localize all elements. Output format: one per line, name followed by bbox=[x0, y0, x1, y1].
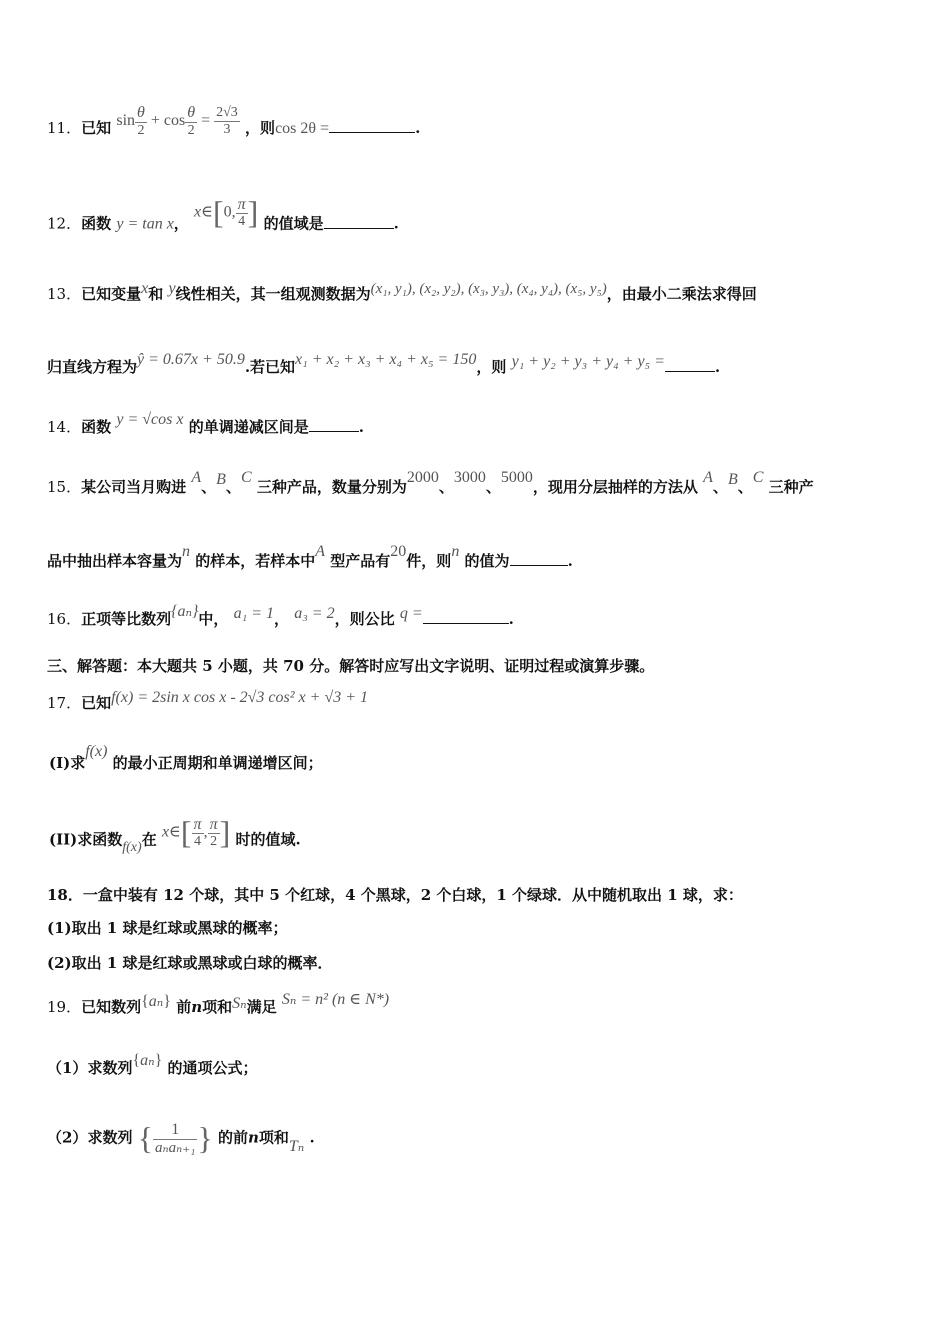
formula-fx: f(x) bbox=[85, 743, 108, 760]
formula-Sn: Sₙ bbox=[232, 995, 247, 1012]
section-text: 三、解答题：本大题共 5 小题，共 70 分。解答时应写出文字说明、证明过程或演算步骤。 bbox=[47, 657, 655, 675]
question-text: ，则公比 bbox=[334, 610, 395, 628]
answer-blank[interactable] bbox=[510, 551, 568, 566]
seq-brace: { bbox=[132, 1052, 141, 1069]
answer-blank[interactable] bbox=[324, 214, 394, 229]
value-20: 20 bbox=[390, 543, 407, 560]
fraction-denominator: aₙaₙ₊₁ bbox=[155, 1139, 196, 1156]
formula-cos2theta: cos 2θ = bbox=[275, 120, 330, 137]
question-text: 项和 bbox=[258, 1128, 289, 1147]
formula-interval: x∈[ $\frac{\pi}{4}$ , $\frac{\pi}{2}$ ] bbox=[161, 814, 231, 850]
question-19-part-1 bbox=[47, 1052, 950, 1078]
var-C: C bbox=[752, 469, 764, 486]
section-heading bbox=[47, 655, 950, 676]
separator: 、 bbox=[225, 478, 241, 496]
question-text: 项和 bbox=[202, 998, 233, 1016]
question-text: ，则 bbox=[476, 358, 507, 376]
question-14 bbox=[47, 411, 950, 437]
question-18 bbox=[47, 884, 950, 905]
question-text: ，则 bbox=[245, 119, 276, 137]
value-3000: 3000 bbox=[453, 469, 486, 486]
question-number: 12． bbox=[47, 214, 82, 233]
formula-fx: f(x) bbox=[122, 839, 142, 855]
question-number: 13． bbox=[47, 285, 82, 303]
question-text: 时的值域. bbox=[235, 830, 301, 849]
seq-brace: } bbox=[163, 993, 171, 1010]
question-number: 17． bbox=[47, 694, 82, 712]
separator: 、 bbox=[438, 478, 454, 496]
question-19 bbox=[47, 991, 950, 1017]
formula-a3: a₃ = 2 bbox=[294, 605, 335, 622]
formula-interval: x∈[0, $\frac{\pi}{4}$ ] bbox=[194, 194, 259, 230]
question-text: 型产品有 bbox=[330, 552, 391, 570]
question-text: 线性相关，其一组观测数据为 bbox=[175, 285, 371, 303]
question-text: 前 bbox=[176, 998, 192, 1016]
part-label: (I) bbox=[49, 754, 71, 772]
var-n: n bbox=[182, 543, 191, 560]
question-11 bbox=[47, 104, 950, 146]
seq-brace: } bbox=[154, 1052, 163, 1069]
period: . bbox=[309, 1128, 315, 1147]
question-text: 中， bbox=[198, 610, 229, 628]
question-text: 已知变量 bbox=[81, 285, 142, 303]
part-label: （1） bbox=[47, 1059, 88, 1077]
question-text: 归直线方程为 bbox=[47, 358, 138, 376]
separator: 、 bbox=[485, 478, 501, 496]
question-17 bbox=[47, 689, 950, 713]
question-18-part-2 bbox=[47, 952, 950, 973]
separator: 、 bbox=[201, 478, 217, 496]
question-text: 正项等比数列 bbox=[81, 610, 172, 628]
question-text: 的单调递减区间是 bbox=[188, 418, 309, 436]
answer-blank[interactable] bbox=[665, 357, 715, 372]
question-text: 的值域是 bbox=[263, 214, 324, 233]
question-text: 和 bbox=[148, 285, 164, 303]
period: . bbox=[415, 119, 421, 137]
formula-sqrt-cos: y = √cos x bbox=[116, 411, 184, 428]
question-text: 三种产 bbox=[768, 478, 814, 496]
value-2000: 2000 bbox=[406, 469, 439, 486]
var-n: n bbox=[191, 998, 203, 1016]
question-text: 三种产品，数量分别为 bbox=[256, 478, 407, 496]
fraction-numerator: 1 bbox=[153, 1121, 197, 1140]
period: . bbox=[358, 418, 364, 436]
formula-tan: y = tan x bbox=[116, 215, 174, 233]
period: . bbox=[567, 552, 573, 570]
question-text: (1)取出 1 球是红球或黑球的概率； bbox=[47, 919, 288, 937]
formula-sin-cos: sin $\frac{\theta}{2}$ + cos $\frac{\theta}{2}$ = $\frac{2√3}{3}$ bbox=[116, 104, 238, 138]
answer-blank[interactable] bbox=[423, 609, 509, 624]
question-number: 15． bbox=[47, 478, 82, 496]
formula-a1: a₁ = 1 bbox=[233, 605, 274, 622]
question-text: (2)取出 1 球是红球或黑球或白球的概率． bbox=[47, 954, 333, 972]
question-text: 满足 bbox=[246, 998, 277, 1016]
question-text: 18．一盒中装有 12 个球，其中 5 个红球，4 个黑球，2 个白球，1 个绿球．从中随机取出 1 球，求： bbox=[47, 886, 743, 904]
var-n: n bbox=[451, 543, 460, 560]
question-text: 的样本，若样本中 bbox=[195, 552, 316, 570]
period: . bbox=[393, 214, 399, 233]
question-15-cont bbox=[47, 543, 950, 571]
question-15 bbox=[47, 469, 950, 497]
var-y: y bbox=[168, 280, 176, 297]
question-13-cont bbox=[47, 351, 950, 377]
formula-data-points: (x₁, y₁), (x₂, y₂), (x₃, y₃), (x₄, y₄), (x₅, y₅) bbox=[370, 281, 607, 297]
var-x: x bbox=[141, 280, 149, 297]
question-number: 16． bbox=[47, 610, 82, 628]
question-text: 求 bbox=[70, 754, 86, 772]
question-text: 求数列 bbox=[87, 1128, 133, 1147]
formula-Tn: Tₙ bbox=[288, 1137, 305, 1155]
formula-q: q = bbox=[399, 605, 423, 622]
question-text: 已知数列 bbox=[81, 998, 142, 1016]
question-18-part-1 bbox=[47, 917, 950, 938]
question-number: 19． bbox=[47, 998, 82, 1016]
question-number: 11． bbox=[47, 119, 82, 137]
var-A: A bbox=[191, 469, 202, 486]
separator: 、 bbox=[712, 478, 728, 496]
formula-fx: f(x) = 2sin x cos x - 2√3 cos² x + √3 + 1 bbox=[111, 689, 369, 706]
var-B: B bbox=[727, 471, 738, 488]
question-16: 16．正项等比数列{aₙ}中， a₁ = 1， a₃ = 2，则公比 q = . bbox=[47, 603, 514, 628]
question-text: 某公司当月购进 bbox=[81, 478, 187, 496]
question-text: 函数 bbox=[81, 418, 112, 436]
period: . bbox=[508, 610, 514, 628]
question-12 bbox=[47, 194, 950, 243]
part-label: (II) bbox=[49, 830, 78, 849]
question-text: ，由最小二乘法求得回 bbox=[606, 285, 757, 303]
formula-sequence: aₙ bbox=[148, 993, 164, 1010]
question-text: ，现用分层抽样的方法从 bbox=[532, 478, 698, 496]
answer-blank[interactable] bbox=[309, 417, 359, 432]
question-17-part-1 bbox=[49, 743, 950, 773]
question-13 bbox=[47, 280, 950, 304]
var-n: n bbox=[247, 1128, 259, 1147]
formula-reciprocal-sequence: { $\frac{1}{\text{aₙaₙ₊₁}}$ } bbox=[137, 1120, 213, 1156]
question-19-part-2 bbox=[47, 1120, 950, 1157]
question-text: 已知 bbox=[81, 119, 112, 137]
question-text: 已知 bbox=[81, 694, 112, 712]
question-text: 的最小正周期和单调递增区间； bbox=[112, 754, 323, 772]
formula-sequence: aₙ bbox=[140, 1052, 155, 1069]
formula-sum-x: x₁ + x₂ + x₃ + x₄ + x₅ = 150 bbox=[295, 351, 477, 368]
seq-brace: { bbox=[141, 993, 149, 1010]
question-text: 在 bbox=[141, 830, 157, 849]
separator: 、 bbox=[737, 478, 753, 496]
question-text: 的值为 bbox=[464, 552, 510, 570]
formula-sum-y: y₁ + y₂ + y₃ + y₄ + y₅ = bbox=[511, 353, 665, 370]
question-text: 品中抽出样本容量为 bbox=[47, 552, 183, 570]
question-17-part-2 bbox=[49, 814, 950, 859]
value-5000: 5000 bbox=[500, 469, 533, 486]
question-text: 的前 bbox=[217, 1128, 248, 1147]
period: . bbox=[714, 358, 721, 376]
var-A: A bbox=[703, 469, 713, 486]
var-C: C bbox=[240, 469, 252, 486]
question-text: 件，则 bbox=[406, 552, 452, 570]
formula-regression: ŷ = 0.67x + 50.9 bbox=[137, 351, 245, 368]
var-A: A bbox=[315, 543, 326, 560]
formula-Sn-condition: Sₙ = n² (n ∈ N*) bbox=[281, 991, 390, 1008]
part-label: （2） bbox=[47, 1128, 88, 1147]
question-text: 求函数 bbox=[77, 830, 123, 849]
answer-blank[interactable] bbox=[329, 118, 415, 133]
formula-sequence: {aₙ} bbox=[171, 603, 199, 620]
comma: ， bbox=[173, 214, 189, 233]
question-text: 的通项公式； bbox=[167, 1059, 258, 1077]
question-text: 求数列 bbox=[87, 1059, 133, 1077]
question-number: 14． bbox=[47, 418, 82, 436]
var-B: B bbox=[216, 471, 226, 488]
question-text: .若已知 bbox=[244, 358, 296, 376]
question-text: 函数 bbox=[81, 214, 112, 233]
